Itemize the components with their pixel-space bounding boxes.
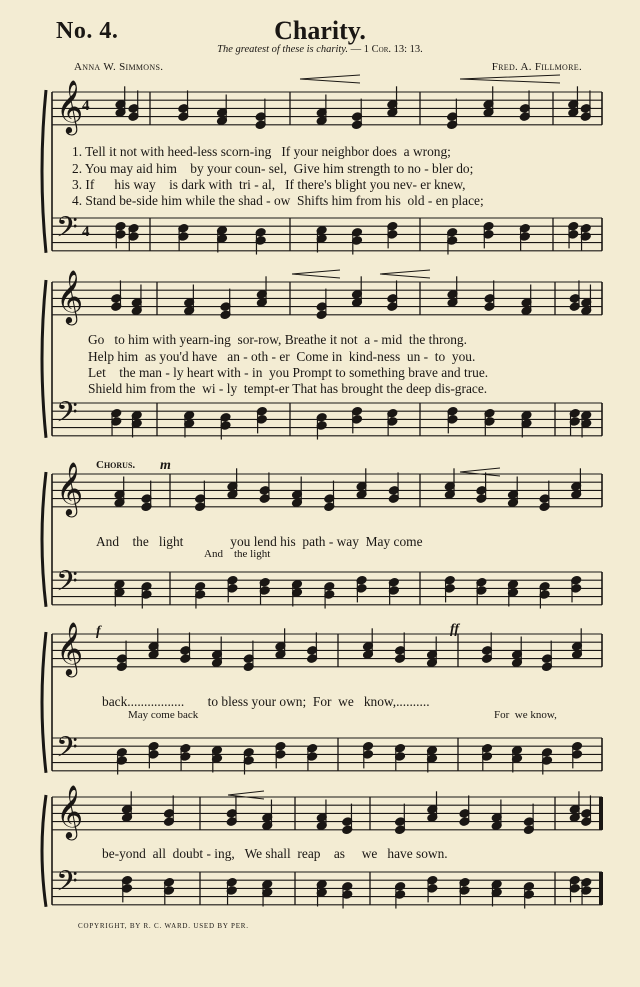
- system4-lyric-line: back................. to bless your own; For we know,..........: [102, 694, 430, 709]
- system-brace: [42, 90, 46, 253]
- system4-lower-lyric-2: For we know,: [494, 709, 557, 721]
- time-signature: 4: [82, 98, 90, 114]
- dynamic-hairpin: [380, 270, 430, 278]
- dynamic-hairpin: [460, 75, 560, 83]
- system-brace: [42, 632, 46, 773]
- treble-clef: 𝄞: [56, 461, 84, 515]
- epigraph-text: The greatest of these is charity.: [217, 44, 349, 55]
- dynamic-hairpin: [228, 791, 264, 799]
- bass-clef: 𝄢: [56, 731, 78, 771]
- dynamic-forte: f: [96, 624, 101, 639]
- treble-clef: 𝄞: [56, 621, 84, 675]
- final-barline: [599, 872, 603, 905]
- dynamic-fortissimo: ff: [450, 622, 460, 637]
- treble-clef: 𝄞: [56, 269, 84, 323]
- bass-clef: 𝄢: [56, 565, 78, 605]
- system1-verse-1: 1. Tell it not with heed-less scorn-ing If your neighbor does a wrong;: [72, 144, 451, 159]
- epigraph-reference: — 1 Cor. 13: 13.: [350, 44, 423, 55]
- chorus-lyric-line: And the light you lend his path - way May come: [96, 534, 423, 549]
- system1-verse-2: 2. You may aid him by your coun- sel, Give him strength to no - bler do;: [72, 161, 474, 176]
- hymn-number: No. 4.: [56, 18, 119, 44]
- treble-clef: 𝄞: [56, 79, 84, 133]
- final-barline: [599, 797, 603, 830]
- time-signature: 4: [82, 224, 90, 240]
- dynamic-hairpin: [292, 270, 340, 278]
- chorus-lower-lyric: And the light: [204, 548, 271, 560]
- system-brace: [42, 280, 46, 438]
- hymn-title: Charity.: [274, 16, 366, 45]
- system5-lyric-line: be-yond all doubt - ing, We shall reap as we have sown.: [102, 846, 448, 861]
- bass-clef: 𝄢: [56, 865, 78, 905]
- composer-credit: Fred. A. Fillmore.: [491, 61, 582, 73]
- system1-verse-4: 4. Stand be-side him while the shad - ow Shifts him from his old - en place;: [72, 193, 484, 208]
- treble-clef: 𝄞: [56, 784, 84, 838]
- dynamic-hairpin: [300, 75, 360, 83]
- dynamic-hairpin: [460, 468, 500, 476]
- system4-lower-lyric-1: May come back: [128, 709, 199, 721]
- bass-clef: 𝄢: [56, 396, 78, 436]
- system-brace: [42, 472, 46, 607]
- bass-clef: 𝄢: [56, 211, 78, 251]
- dynamic-mezzo: m: [160, 458, 171, 473]
- author-credit: Anna W. Simmons.: [74, 61, 164, 73]
- system1-verse-3: 3. If his way is dark with tri - al, If there's blight you nev- er knew,: [72, 177, 466, 192]
- chorus-label: Chorus.: [96, 459, 136, 471]
- system2-verse-4: Shield him from the wi - ly tempt-er That has brought the deep dis-grace.: [88, 381, 488, 396]
- system2-verse-3: Let the man - ly heart with - in you Prompt to something brave and true.: [88, 365, 489, 380]
- system2-verse-1: Go to him with yearn-ing sor-row, Breathe it not a - mid the throng.: [88, 332, 467, 347]
- system-brace: [42, 795, 46, 907]
- system2-verse-2: Help him as you'd have an - oth - er Come in kind-ness un - to you.: [88, 349, 476, 364]
- copyright-notice: COPYRIGHT, BY R. C. WARD. USED BY PER.: [78, 922, 249, 930]
